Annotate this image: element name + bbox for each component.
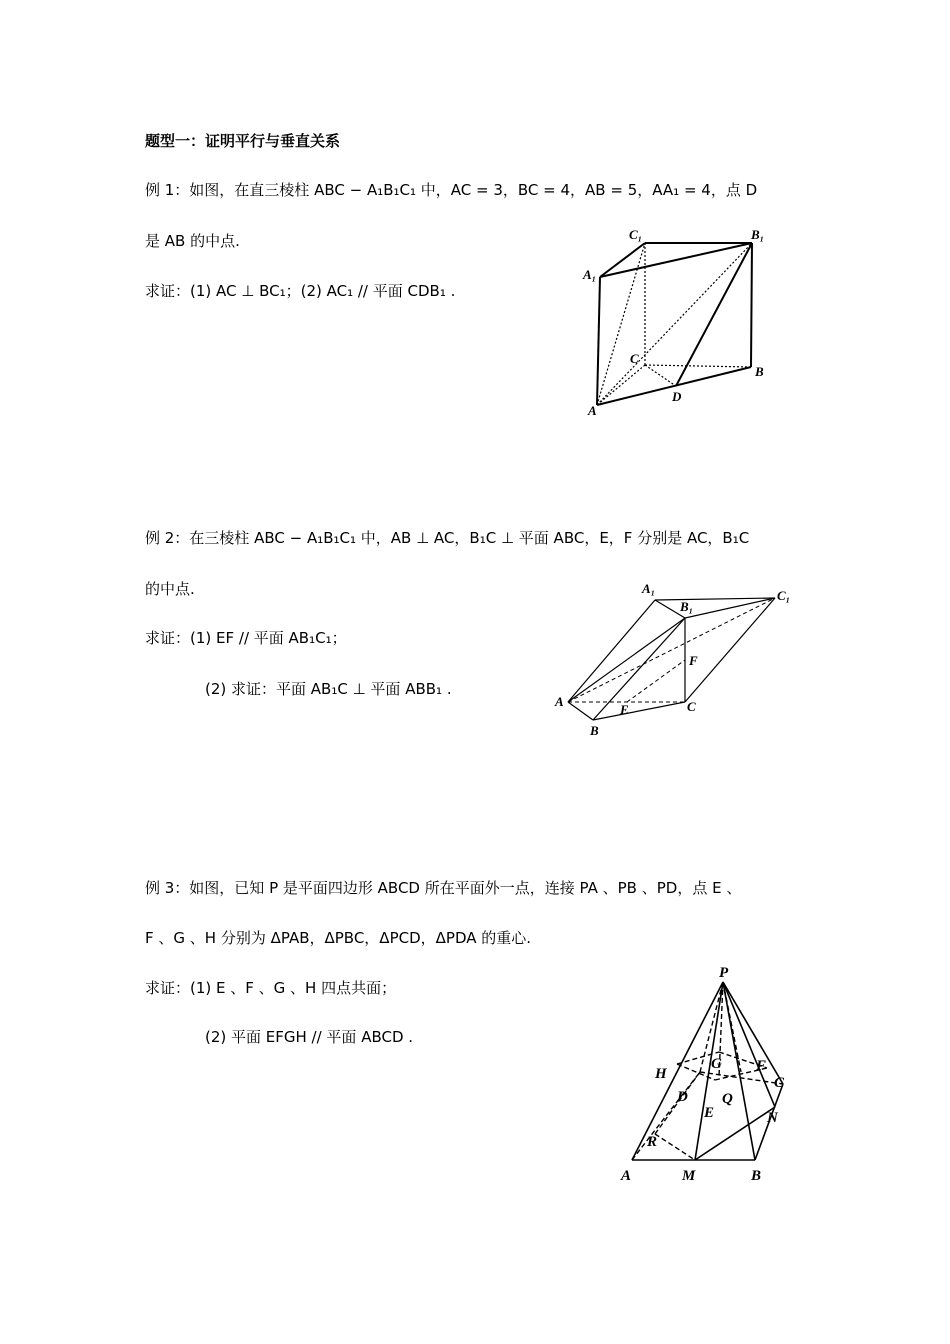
example3-label-h: H [655, 1066, 667, 1082]
example2-label-f: F [689, 653, 698, 668]
example3-label-b: B [751, 1168, 762, 1184]
example1-label-a: A [588, 403, 597, 418]
example2-proof1: 求证：(1) EF // 平面 AB₁C₁； [145, 629, 347, 647]
example3-label-g: G [711, 1056, 722, 1072]
example3-label-p: P [719, 965, 729, 981]
example3-label-c: C [774, 1075, 785, 1091]
example2-proof2: (2) 求证：平面 AB₁C ⊥ 平面 ABB₁ . [205, 680, 452, 698]
example2-label-c: C [687, 699, 696, 714]
section-title: 题型一：证明平行与垂直关系 [145, 132, 341, 150]
example2-figure-prism [545, 578, 805, 740]
example1-label-a1: A₁ [583, 267, 597, 282]
example3-label-f: F [756, 1058, 767, 1074]
example3-label-m: M [682, 1168, 696, 1184]
example3-label-a: A [621, 1168, 632, 1184]
example1-figure-prism [575, 225, 785, 425]
example3-figure-pyramid [615, 962, 805, 1184]
example3-statement-line1: 例 3：如图，已知 P 是平面四边形 ABCD 所在平面外一点，连接 PA 、PB 、PD，点 E 、 [145, 879, 742, 897]
example2-label-a: A [555, 694, 564, 709]
example3-statement-line2: F 、G 、H 分别为 ΔPAB，ΔPBC，ΔPCD，ΔPDA 的重心. [145, 929, 532, 947]
example1-proof: 求证：(1) AC ⊥ BC₁；(2) AC₁ // 平面 CDB₁ . [145, 282, 456, 300]
example1-label-c: C [630, 351, 639, 366]
example1-statement-line2: 是 AB 的中点. [145, 232, 240, 250]
example1-label-b1: B₁ [751, 227, 765, 242]
example1-label-c1: C₁ [629, 227, 643, 242]
example3-label-r: R [647, 1134, 658, 1150]
example2-label-b1: B₁ [680, 599, 694, 614]
example3-label-n: N [767, 1110, 778, 1126]
example2-label-e: E [620, 702, 629, 717]
example1-label-d: D [672, 389, 682, 404]
example1-label-b: B [755, 364, 764, 379]
example3-label-q: Q [722, 1091, 733, 1107]
example3-proof1: 求证：(1) E 、F 、G 、H 四点共面； [145, 979, 397, 997]
example1-statement-line1: 例 1：如图，在直三棱柱 ABC − A₁B₁C₁ 中，AC = 3，BC = 4，AB = 5，AA₁ = 4，点 D [145, 181, 758, 199]
example3-proof2: (2) 平面 EFGH // 平面 ABCD . [205, 1028, 414, 1046]
example2-label-c1: C₁ [777, 588, 791, 603]
example2-statement-line1: 例 2：在三棱柱 ABC − A₁B₁C₁ 中，AB ⊥ AC，B₁C ⊥ 平面 ABC，E，F 分别是 AC，B₁C [145, 529, 750, 547]
example2-statement-line2: 的中点. [145, 580, 195, 598]
example3-label-e: E [704, 1105, 715, 1121]
example2-label-b: B [590, 723, 599, 738]
example3-label-d: D [677, 1089, 688, 1105]
example2-label-a1: A₁ [642, 581, 656, 596]
